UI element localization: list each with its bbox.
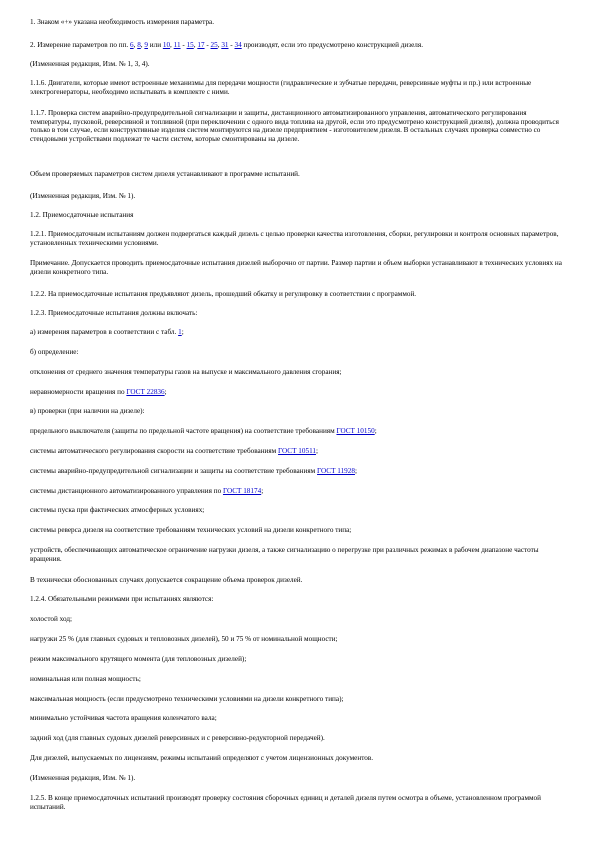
mode-idle: холостой ход; (30, 615, 73, 623)
list-item-b: б) определение: (30, 348, 79, 356)
clause-link-8[interactable]: 8 (137, 41, 141, 49)
mode-loads: нагрузки 25 % (для главных судовых и тепловозных дизелей), 50 и 75 % от номинальной мощности; (30, 635, 338, 643)
clause-link-11[interactable]: 11 (173, 41, 181, 49)
list-item-v: в) проверки (при наличии на дизеле): (30, 407, 145, 415)
list-line-remote-control: системы дистанционного автоматизированного управления по ГОСТ 18174; (30, 487, 264, 495)
gost-22836-link[interactable]: ГОСТ 22836 (126, 388, 165, 396)
list-line-load-limit: устройств, обеспечивающих автоматическое ограничение нагрузки дизеля, а также сигнализацию о перегрузке при различных режимах в рабочем диапазоне частоты вращения. (30, 546, 539, 563)
clause-link-31[interactable]: 31 (221, 41, 229, 49)
clause-link-10[interactable]: 10 (162, 41, 171, 49)
mode-min-speed: минимально устойчивая частота вращения коленчатого вала; (30, 714, 217, 722)
clause-link-6[interactable]: 6 (130, 41, 134, 49)
table-1-link[interactable]: 1 (178, 328, 182, 336)
clause-link-17[interactable]: 17 (197, 41, 205, 49)
mode-reverse-run: задний ход (для главных судовых дизелей реверсивных и с реверсивно-редукторной передачей). (30, 734, 325, 742)
clause-link-25[interactable]: 25 (210, 41, 218, 49)
clause-link-34[interactable]: 34 (234, 41, 242, 49)
clause-1-2-5: 1.2.5. В конце приемосдаточных испытаний производят проверку состояния сборочных единиц и деталей дизеля путем осмотра в объеме, установленном программой испытаний. (30, 794, 541, 811)
reduction-paragraph: В технически обоснованных случаях допускается сокращение объема проверок дизелей. (30, 576, 303, 584)
gost-10150-link[interactable]: ГОСТ 10150 (336, 427, 375, 435)
gost-10511-link[interactable]: ГОСТ 10511 (278, 447, 316, 455)
list-line-limit-switch: предельного выключателя (защиты по предельной частоте вращения) на соответствие требованиям ГОСТ 10150; (30, 427, 377, 435)
gost-11928-link[interactable]: ГОСТ 11928 (317, 467, 355, 475)
list-item-a: а) измерения параметров в соответствии с табл. 1; (30, 328, 184, 336)
clause-1-2-3: 1.2.3. Приемосдаточные испытания должны включать: (30, 309, 198, 317)
table-footnote-1: 1. Знаком «+» указана необходимость измерения параметра. (30, 18, 215, 26)
list-line-auto-regulation: системы автоматического регулирования скорости на соответствие требованиям ГОСТ 10511; (30, 447, 318, 455)
clause-1-1-7: 1.1.7. Проверка систем аварийно-предупредительной сигнализации и защиты, дистанционного автоматизированного управления, автоматического регулирования температуры, пусковой, реверсивной и топливной (при переключении с одного вида топлива на другой, если это предусмотрено конструкцией дизеля), должна проводиться только в том случае, если конструктивные изделия систем монтируются на дизеле предприятием - изготовителем дизеля. В остальных случаях проверка совместно со стендовыми устройствами подлежат те части систем, которые смонтированы на дизеле. (30, 109, 559, 143)
table-footnote-2: 2. Измерение параметров по пп. 6, 8, 9 или 10, 11 - 15, 17 - 25, 31 - 34 производят, если это предусмотрено конструкцией дизеля. (30, 41, 423, 49)
list-line-irregularity: неравномерности вращения по ГОСТ 22836; (30, 388, 167, 396)
footnote-2-prefix: 2. Измерение параметров по пп. (30, 41, 131, 49)
list-line-deviation: отклонения от среднего значения температуры газов на выпуске и максимального давления сгорания; (30, 368, 342, 376)
revision-note: (Измененная редакция, Изм. № 1, 3, 4). (30, 60, 150, 68)
list-line-alarm-system: системы аварийно-предупредительной сигнализации и защиты на соответствие требованиям ГОСТ 11928; (30, 467, 357, 475)
clause-1-2-4: 1.2.4. Обязательными режимами при испытаниях являются: (30, 595, 214, 603)
license-paragraph: Для дизелей, выпускаемых по лицензиям, режимы испытаний определяют с учетом лицензионных документов. (30, 754, 374, 762)
revision-note: (Измененная редакция, Изм. № 1). (30, 774, 136, 782)
clause-1-2-1: 1.2.1. Приемосдаточным испытаниям должен подвергаться каждый дизель с целью проверки качества изготовления, сборки, регулировки и контроля основных параметров, установленных техническими условиями. (30, 230, 559, 247)
clause-1-1-6: 1.1.6. Двигатели, которые имеют встроенные механизмы для передачи мощности (гидравлические и зубчатые передачи, реверсивные муфты и пр.) или встроенные электрогенераторы, необходимо испытывать в комплекте с ними. (30, 79, 532, 96)
list-line-start-system: системы пуска при фактических атмосферных условиях; (30, 506, 205, 514)
mode-nominal-power: номинальная или полная мощность; (30, 675, 141, 683)
gost-18174-link[interactable]: ГОСТ 18174 (222, 487, 262, 495)
section-heading-1-2: 1.2. Приемосдаточные испытания (30, 211, 134, 219)
clause-link-15[interactable]: 15 (186, 41, 194, 49)
scope-paragraph: Объем проверяемых параметров систем дизеля устанавливают в программе испытаний. (30, 170, 300, 178)
mode-max-torque: режим максимального крутящего момента (для тепловозных дизелей); (30, 655, 247, 663)
mode-max-power: максимальная мощность (если предусмотрено техническими условиями на дизели конкретного типа); (30, 695, 344, 703)
note-paragraph: Примечание. Допускается проводить приемосдаточные испытания дизелей выборочно от партии. Размер партии и объем выборки устанавливают в технических условиях на дизели конкретного типа. (30, 259, 562, 276)
clause-1-2-2: 1.2.2. На приемосдаточные испытания предъявляют дизель, прошедший обкатку и регулировку в соответствии с программой. (30, 290, 417, 298)
revision-note: (Измененная редакция, Изм. № 1). (30, 192, 136, 200)
footnote-2-suffix: производят, если это предусмотрено конструкцией дизеля. (241, 41, 423, 49)
clause-link-9[interactable]: 9 (144, 41, 148, 49)
list-line-reverse-system: системы реверса дизеля на соответствие требованиям технических условий на дизели конкретного типа; (30, 526, 352, 534)
